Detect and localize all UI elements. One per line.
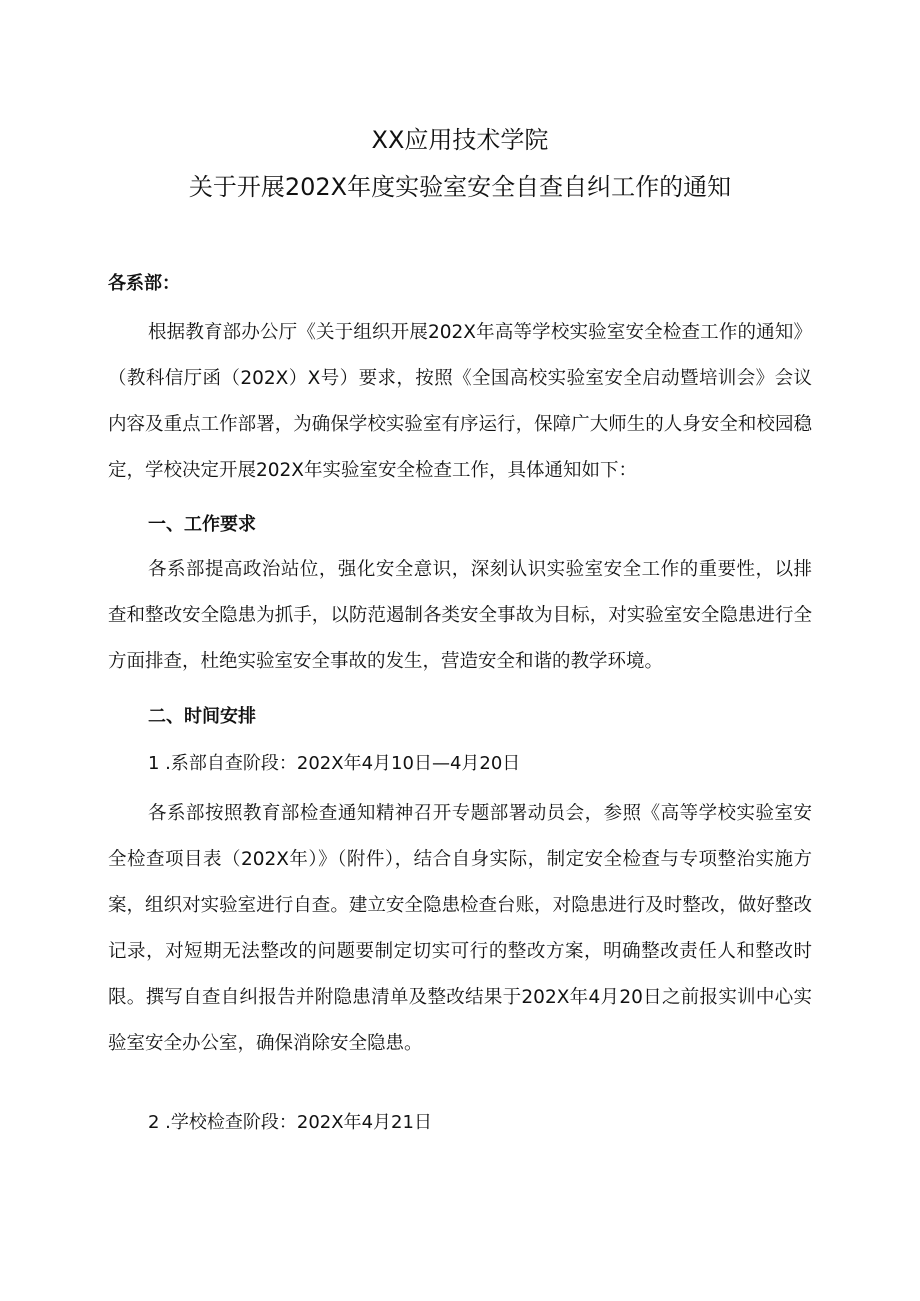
schedule-item-self-check: 1 .系部自查阶段：202X年4月10日—4月20日 xyxy=(148,753,521,774)
document-title-institution: XX应用技术学院 xyxy=(371,126,549,154)
document-title-notice: 关于开展202X年度实验室安全自查自纠工作的通知 xyxy=(188,173,732,201)
section-heading-schedule: 二、时间安排 xyxy=(148,706,256,727)
self-check-paragraph: 各系部按照教育部检查通知精神召开专题部署动员会，参照《高等学校实验室安全检查项目表（202X年）》（附件），结合自身实际，制定安全检查与专项整治实施方案，组织对实验室进行自查。建立安全隐患检查台账，对隐患进行及时整改，做好整改记录，对短期无法整改的问题要制定切实可行的整改方案，明确整改责任人和整改时限。撰写自查自纠报告并附隐患清单及整改结果于202X年4月20日之前报实训中心实验室安全办公室，确保消除安全隐患。 xyxy=(108,803,812,1054)
schedule-item-school-check: 2 .学校检查阶段：202X年4月21日 xyxy=(148,1112,432,1133)
requirements-paragraph: 各系部提高政治站位，强化安全意识，深刻认识实验室安全工作的重要性，以排查和整改安全隐患为抓手，以防范遏制各类安全事故为目标，对实验室安全隐患进行全方面排查，杜绝实验室安全事故的发生，营造安全和谐的教学环境。 xyxy=(108,559,812,672)
greeting: 各系部： xyxy=(108,273,180,294)
intro-paragraph: 根据教育部办公厅《关于组织开展202X年高等学校实验室安全检查工作的通知》（教科信厅函（202X）X号）要求，按照《全国高校实验室安全启动暨培训会》会议内容及重点工作部署，为确保学校实验室有序运行，保障广大师生的人身安全和校园稳定，学校决定开展202X年实验室安全检查工作，具体通知如下： xyxy=(108,322,812,481)
section-heading-requirements: 一、工作要求 xyxy=(148,514,256,535)
